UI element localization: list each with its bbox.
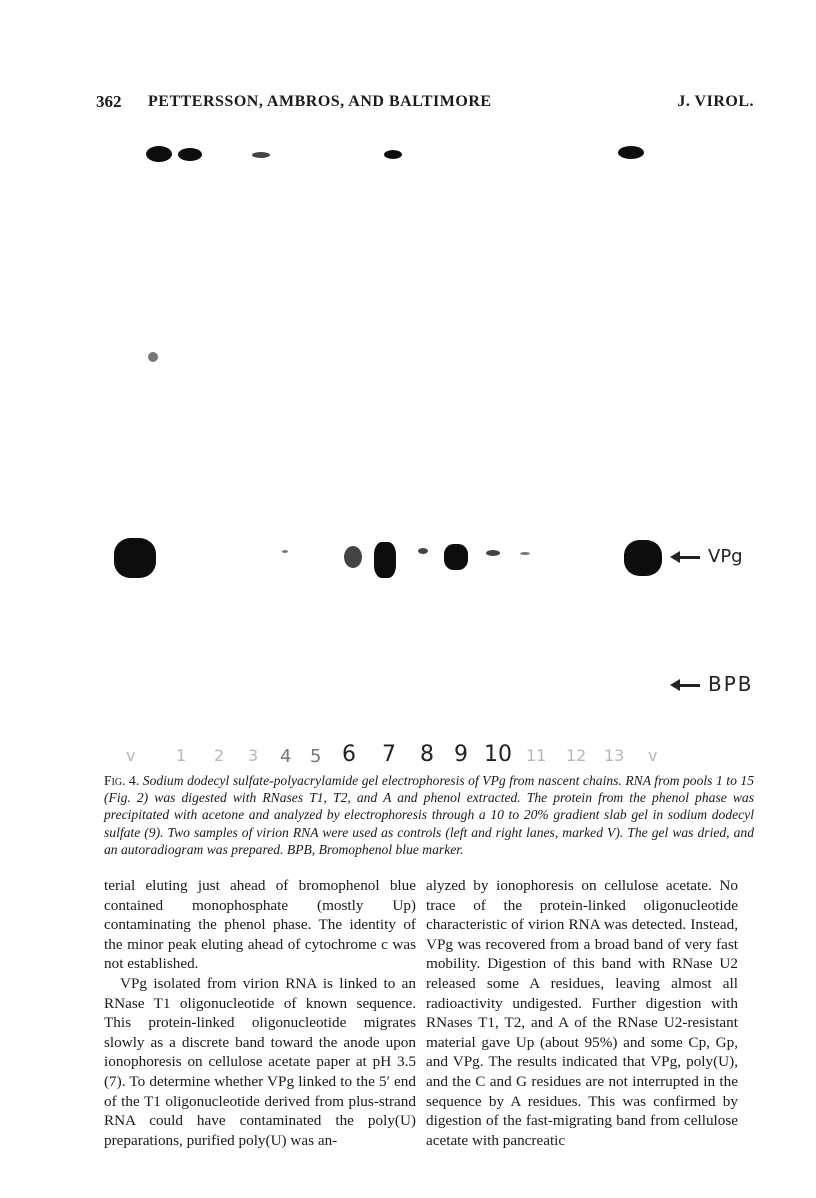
gel-band-vpg xyxy=(520,552,530,555)
gel-band-vpg xyxy=(624,540,662,576)
gel-band-vpg xyxy=(486,550,500,556)
lane-label: 9 xyxy=(454,742,468,767)
gel-band-vpg xyxy=(114,538,156,578)
gel-spot-origin xyxy=(252,152,270,158)
lane-label: 7 xyxy=(382,742,396,767)
bpb-marker-label: BPB xyxy=(708,672,754,696)
lane-label: 10 xyxy=(484,742,512,767)
page-number: 362 xyxy=(96,92,122,111)
gel-band-vpg xyxy=(282,550,288,553)
gel-band-vpg xyxy=(444,544,468,570)
page-header xyxy=(96,92,756,116)
gel-band-vpg xyxy=(374,542,396,578)
gel-autoradiogram xyxy=(96,126,796,776)
gel-spot-minor xyxy=(148,352,158,362)
lane-label: 11 xyxy=(526,746,547,765)
lane-label: v xyxy=(126,746,136,765)
caption-text: Sodium dodecyl sulfate-polyacrylamide gel electrophoresis of VPg from nascent chains. RNA from pools 1 to 15 (Fig. 2) was digested with RNases T1, T2, and A and phenol extracted. The protein from the phenol phase was precipitated with acetone and analyzed by electrophoresis through a 10 to 20% gradient slab gel in sodium dodecyl sulfate (9). Two samples of virion RNA were used as controls (left and right lanes, marked V). The gel was dried, and an autoradiogram was prepared. BPB, Bromophenol blue marker. xyxy=(104,773,754,857)
lane-label: 13 xyxy=(604,746,625,765)
body-column-right xyxy=(426,876,738,1150)
gel-spot-origin xyxy=(384,150,402,159)
gel-band-vpg xyxy=(418,548,428,554)
gel-band-vpg xyxy=(344,546,362,568)
lane-label: 3 xyxy=(248,746,259,765)
lane-label: 4 xyxy=(280,746,292,767)
lane-label: 1 xyxy=(176,746,187,765)
lane-label: 6 xyxy=(342,742,356,767)
paragraph: VPg isolated from virion RNA is linked to an RNase T1 oligonucleotide of known sequence. This protein-linked oligonucleotide migrates slowly as a discrete band toward the anode upon ionophoresis on cellulose acetate paper at pH 3.5 (7). To determine whether VPg linked to the 5′ end of the T1 oligonucleotide derived from plus-strand RNA could have contaminated the poly(U) preparations, purified poly(U) was an- xyxy=(104,974,416,1149)
figure-caption xyxy=(104,772,754,858)
lane-label: v xyxy=(648,746,658,765)
body-column-left xyxy=(104,876,416,1150)
lane-label: 2 xyxy=(214,746,225,765)
running-authors: PETTERSSON, AMBROS, AND BALTIMORE xyxy=(148,93,492,110)
paragraph: alyzed by ionophoresis on cellulose acetate. No trace of the protein-linked oligonucleotide characteristic of virion RNA was detected. Instead, VPg was recovered from a broad band of very fast mobility. Digestion of this band with RNase U2 released some A residues, leaving almost all radioactivity undigested. Further digestion with RNases T1, T2, and A of the RNase U2-resistant material gave Up (about 95%) and some Cp, Gp, and VPg. The results indicated that VPg, poly(U), and the C and G residues are not interrupted in the sequence by A residues. This was confirmed by digestion of the fast-migrating band from cellulose acetate with pancreatic xyxy=(426,877,738,1149)
journal-name: J. VIROL. xyxy=(677,93,754,110)
gel-spot-origin xyxy=(178,148,202,161)
gel-spot-origin xyxy=(146,146,172,162)
vpg-marker-label: VPg xyxy=(708,546,743,567)
bpb-marker-arrow xyxy=(678,684,700,687)
lane-label: 12 xyxy=(566,746,587,765)
vpg-marker-arrow xyxy=(678,556,700,559)
gel-spot-origin xyxy=(618,146,644,159)
lane-label: 5 xyxy=(310,746,322,767)
lane-label: 8 xyxy=(420,742,434,767)
figure-label: Fig. 4. xyxy=(104,773,140,788)
paragraph: terial eluting just ahead of bromophenol blue contained monophosphate (mostly Up) contaminating the phenol phase. The identity of the minor peak eluting ahead of cytochrome c was not established. xyxy=(104,877,416,973)
